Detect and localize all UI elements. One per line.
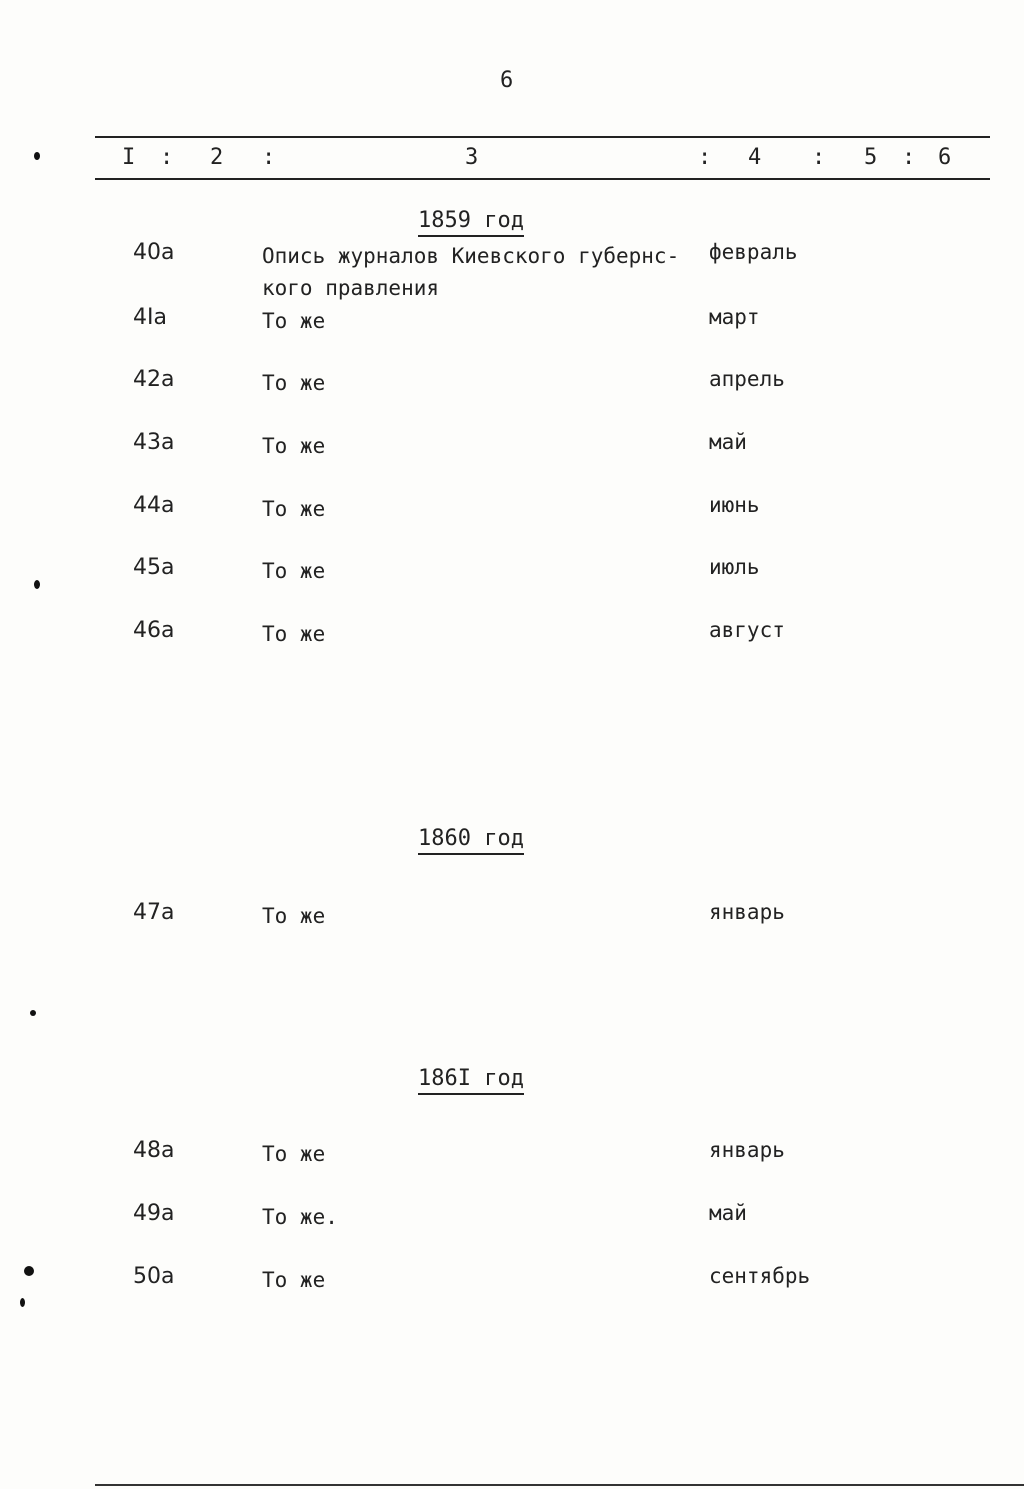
header-sep: : [160, 145, 174, 170]
row-date: март [709, 305, 760, 329]
row-title-line: Опись журналов Киевского губернс- [262, 244, 680, 268]
row-title: То же [262, 559, 326, 583]
row-title: То же [262, 1268, 326, 1292]
row-number: 47а [133, 900, 175, 925]
row-date: январь [709, 1138, 785, 1162]
row-title: То же [262, 497, 326, 521]
row-date: январь [709, 900, 785, 924]
row-number: 48а [133, 1138, 175, 1163]
row-number: 50а [133, 1264, 175, 1289]
header-sep: : [902, 145, 916, 170]
header-sep: : [262, 145, 276, 170]
row-title: То же [262, 1142, 326, 1166]
year-heading-1859: 1859 год [418, 208, 524, 237]
header-col-6: 6 [938, 145, 952, 170]
table-row [0, 240, 1024, 300]
row-title: То же [262, 622, 326, 646]
row-number: 44а [133, 493, 175, 518]
row-title: То же [262, 904, 326, 928]
footer-rule [95, 1484, 1024, 1486]
header-col-1: I [122, 145, 136, 170]
row-date: июнь [709, 493, 760, 517]
scan-speck [30, 1010, 36, 1016]
header-sep: : [698, 145, 712, 170]
row-date: май [709, 1201, 747, 1225]
header-bottom-rule [95, 178, 990, 180]
row-number: 45а [133, 555, 175, 580]
row-title: То же [262, 434, 326, 458]
table-row [0, 367, 1024, 427]
header-top-rule [95, 136, 990, 138]
scan-speck [34, 152, 40, 160]
row-title: То же [262, 309, 326, 333]
row-number: 42а [133, 367, 175, 392]
row-number: 40а [133, 240, 175, 265]
row-date: август [709, 618, 785, 642]
table-row [0, 1201, 1024, 1261]
row-date: апрель [709, 367, 785, 391]
scan-speck [24, 1266, 34, 1276]
page-number: 6 [500, 68, 514, 93]
row-number: 46а [133, 618, 175, 643]
table-row [0, 1138, 1024, 1198]
row-title [262, 240, 702, 304]
row-date: сентябрь [709, 1264, 811, 1288]
table-row [0, 555, 1024, 615]
header-sep: : [812, 145, 826, 170]
table-row [0, 618, 1024, 678]
year-heading-1860: 1860 год [418, 826, 524, 855]
row-number: 43а [133, 430, 175, 455]
table-row [0, 493, 1024, 553]
header-col-2: 2 [210, 145, 224, 170]
row-date: февраль [709, 240, 798, 264]
table-row [0, 900, 1024, 960]
year-heading-1861: 186I год [418, 1066, 524, 1095]
row-title: То же [262, 371, 326, 395]
row-number: 49а [133, 1201, 175, 1226]
table-row [0, 430, 1024, 490]
row-title-line: кого правления [262, 276, 440, 300]
row-number: 4Iа [133, 305, 167, 330]
header-col-5: 5 [864, 145, 878, 170]
header-col-3: 3 [465, 145, 479, 170]
scan-speck [20, 1298, 25, 1307]
table-row [0, 1264, 1024, 1324]
row-date: май [709, 430, 747, 454]
table-row [0, 305, 1024, 365]
row-date: июль [709, 555, 760, 579]
row-title: То же. [262, 1205, 338, 1229]
header-col-4: 4 [748, 145, 762, 170]
scan-speck [34, 580, 40, 589]
